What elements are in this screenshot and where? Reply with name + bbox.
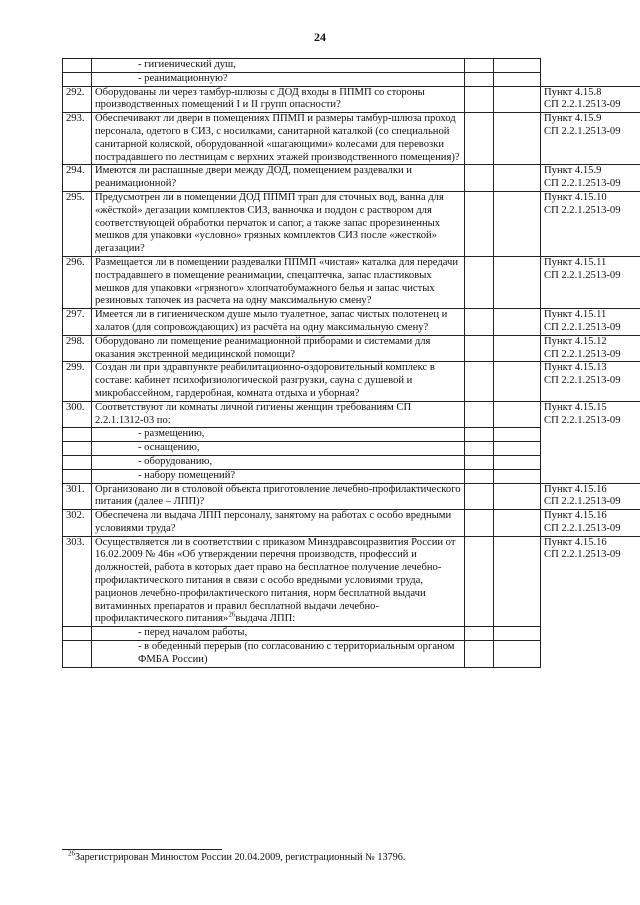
footnote <box>68 849 406 863</box>
question-text <box>92 641 465 668</box>
item-number: 303. <box>63 536 92 627</box>
answer-no-cell[interactable] <box>494 536 541 627</box>
checklist-item-row <box>63 256 640 308</box>
reference-clause: Пункт 4.15.9 <box>544 165 602 177</box>
answer-no-cell[interactable] <box>494 72 541 86</box>
checklist-item-row <box>63 536 640 627</box>
regulation-reference <box>541 455 640 469</box>
answer-yes-cell[interactable] <box>465 442 494 456</box>
answer-no-cell[interactable] <box>494 335 541 362</box>
question-text <box>92 510 465 537</box>
question-text-body: - гигиенический душ, <box>138 59 236 70</box>
regulation-reference <box>541 469 640 483</box>
checklist-table <box>62 58 640 668</box>
answer-yes-cell[interactable] <box>465 536 494 627</box>
item-number: 298. <box>63 335 92 362</box>
answer-yes-cell[interactable] <box>465 469 494 483</box>
item-number: 301. <box>63 483 92 510</box>
reference-document: СП 2.2.1.2513-09 <box>544 125 621 137</box>
answer-no-cell[interactable] <box>494 256 541 308</box>
item-number: 300. <box>63 401 92 428</box>
item-number <box>63 627 92 641</box>
question-text-body: Осуществляется ли в соответствии с приказом Минздравсоцразвития России от 16.02.2009 № 46н «Об утверждении перечня производств, профессий и должностей, работа в которых дает право на бесплатное получение лечебно-профилактического питания в связи с особо вредными условиями труда, рационов лечебно-профилактического питания, норм бесплатной выдачи витаминных препаратов и правил бесплатной выдачи лечебно-профилактического питания» <box>95 536 456 625</box>
reference-document: СП 2.2.1.2513-09 <box>544 496 621 508</box>
question-text-body: Имеются ли распашные двери между ДОД, помещением раздевалки и реанимационной? <box>95 165 412 190</box>
reference-clause: Пункт 4.15.16 <box>544 536 607 548</box>
answer-no-cell[interactable] <box>494 309 541 336</box>
regulation-reference <box>541 86 640 113</box>
regulation-reference <box>541 113 640 165</box>
question-text-body: - в обеденный перерыв (по согласованию с территориальным органом ФМБА России) <box>138 641 455 665</box>
question-text <box>92 256 465 308</box>
answer-no-cell[interactable] <box>494 428 541 442</box>
question-text <box>92 536 465 627</box>
answer-no-cell[interactable] <box>494 191 541 256</box>
item-number: 294. <box>63 165 92 192</box>
question-text <box>92 309 465 336</box>
reference-document: СП 2.2.1.2513-09 <box>544 204 621 216</box>
regulation-reference <box>541 191 640 256</box>
answer-yes-cell[interactable] <box>465 165 494 192</box>
question-text <box>92 86 465 113</box>
checklist-subitem-row <box>63 455 640 469</box>
answer-yes-cell[interactable] <box>465 335 494 362</box>
answer-no-cell[interactable] <box>494 401 541 428</box>
question-text <box>92 165 465 192</box>
answer-yes-cell[interactable] <box>465 362 494 401</box>
regulation-reference <box>541 627 640 641</box>
checklist-item-row <box>63 335 640 362</box>
regulation-reference <box>541 256 640 308</box>
question-text-body: - перед началом работы, <box>138 627 248 639</box>
checklist-subitem-row <box>63 641 640 668</box>
answer-no-cell[interactable] <box>494 627 541 641</box>
regulation-reference <box>541 641 640 668</box>
question-text-body: - набору помещений? <box>138 469 236 481</box>
answer-no-cell[interactable] <box>494 641 541 668</box>
regulation-reference <box>541 483 640 510</box>
question-text <box>92 362 465 401</box>
question-text <box>92 469 465 483</box>
question-text-body: - оборудованию, <box>138 455 213 467</box>
item-number <box>63 72 92 86</box>
item-number: 295. <box>63 191 92 256</box>
item-number <box>63 469 92 483</box>
question-text-body: - оснащению, <box>138 442 200 454</box>
reference-clause: Пункт 4.15.15 <box>544 401 607 413</box>
answer-no-cell[interactable] <box>494 59 541 73</box>
question-text-body: Соответствуют ли комнаты личной гигиены женщин требованиям СП 2.2.1.1312-03 по: <box>95 401 412 426</box>
reference-clause: Пункт 4.15.12 <box>544 335 607 347</box>
checklist-subitem-row <box>63 627 640 641</box>
checklist-item-row <box>63 401 640 428</box>
regulation-reference <box>541 165 640 192</box>
reference-clause: Пункт 4.15.16 <box>544 510 607 522</box>
checklist-item-row <box>63 483 640 510</box>
answer-yes-cell[interactable] <box>465 401 494 428</box>
checklist-subitem-row <box>63 428 640 442</box>
question-text <box>92 428 465 442</box>
regulation-reference <box>541 59 640 73</box>
answer-yes-cell[interactable] <box>465 72 494 86</box>
reference-document: СП 2.2.1.2513-09 <box>544 414 621 426</box>
checklist-item-row <box>63 362 640 401</box>
answer-no-cell[interactable] <box>494 165 541 192</box>
answer-yes-cell[interactable] <box>465 510 494 537</box>
question-text-body: Обеспечена ли выдача ЛПП персоналу, занятому на работах с особо вредными условиями труда? <box>95 510 452 534</box>
checklist-item-row <box>63 113 640 165</box>
checklist-item-row <box>63 510 640 537</box>
item-number <box>63 428 92 442</box>
reference-document: СП 2.2.1.2513-09 <box>544 269 621 281</box>
page-number: 24 <box>314 30 326 44</box>
question-text <box>92 335 465 362</box>
answer-no-cell[interactable] <box>494 510 541 537</box>
question-text <box>92 455 465 469</box>
answer-no-cell[interactable] <box>494 469 541 483</box>
question-text <box>92 401 465 428</box>
reference-document: СП 2.2.1.2513-09 <box>544 549 621 561</box>
question-text <box>92 627 465 641</box>
question-text-body: Имеется ли в гигиеническом душе мыло туалетное, запас чистых полотенец и халатов (для сопровождающих) из расчёта на одну максимальную смену? <box>95 309 448 333</box>
question-text <box>92 191 465 256</box>
item-number: 293. <box>63 113 92 165</box>
regulation-reference <box>541 510 640 537</box>
checklist-item-row <box>63 86 640 113</box>
reference-document: СП 2.2.1.2513-09 <box>544 99 621 111</box>
reference-document: СП 2.2.1.2513-09 <box>544 321 621 333</box>
footnote-reference: 26 <box>228 610 236 619</box>
checklist-subitem-row <box>63 72 640 86</box>
regulation-reference <box>541 309 640 336</box>
question-text-body: - реанимационную? <box>138 72 228 84</box>
reference-clause: Пункт 4.15.11 <box>544 256 607 268</box>
question-text <box>92 483 465 510</box>
answer-no-cell[interactable] <box>494 362 541 401</box>
answer-yes-cell[interactable] <box>465 627 494 641</box>
regulation-reference <box>541 362 640 401</box>
reference-clause: Пункт 4.15.11 <box>544 309 607 321</box>
answer-yes-cell[interactable] <box>465 256 494 308</box>
question-text-body: Размещается ли в помещении раздевалки ППМП «чистая» каталка для передачи пострадавшего в помещение реанимации, спецаптечка, запас пластиковых мешков для упаковки «грязного» хлопчатобумажного белья и запас чистых резиновых тапочек из расчета на одну максимальную смену? <box>95 256 458 307</box>
item-number: 296. <box>63 256 92 308</box>
checklist-subitem-row <box>63 442 640 456</box>
item-number <box>63 641 92 668</box>
checklist-item-row <box>63 165 640 192</box>
item-number: 297. <box>63 309 92 336</box>
answer-yes-cell[interactable] <box>465 113 494 165</box>
checklist-subitem-row <box>63 59 640 73</box>
item-number <box>63 455 92 469</box>
footnote-text: Зарегистрирован Минюстом России 20.04.2009, регистрационный № 13796. <box>75 852 406 863</box>
question-text <box>92 113 465 165</box>
reference-clause: Пункт 4.15.9 <box>544 113 602 125</box>
answer-no-cell[interactable] <box>494 442 541 456</box>
answer-yes-cell[interactable] <box>465 641 494 668</box>
reference-clause: Пункт 4.15.8 <box>544 86 602 98</box>
reference-clause: Пункт 4.15.16 <box>544 483 607 495</box>
answer-yes-cell[interactable] <box>465 483 494 510</box>
answer-yes-cell[interactable] <box>465 455 494 469</box>
item-number: 292. <box>63 86 92 113</box>
answer-no-cell[interactable] <box>494 113 541 165</box>
item-number <box>63 442 92 456</box>
regulation-reference <box>541 428 640 442</box>
reference-document: СП 2.2.1.2513-09 <box>544 178 621 190</box>
question-text-body: Организовано ли в столовой объекта приготовление лечебно-профилактического питания (далее – ЛПП)? <box>95 483 461 508</box>
footnote-divider <box>62 849 222 850</box>
regulation-reference <box>541 442 640 456</box>
reference-document: СП 2.2.1.2513-09 <box>544 375 621 387</box>
question-text <box>92 72 465 86</box>
reference-clause: Пункт 4.15.10 <box>544 191 607 203</box>
answer-yes-cell[interactable] <box>465 309 494 336</box>
question-text-body: Создан ли при здравпункте реабилитационно-оздоровительный комплекс в составе: кабинет психофизиологической разгрузки, сауна с душевой и микробассейном, гардеробная, комната отдыха и уборная? <box>95 362 435 399</box>
answer-no-cell[interactable] <box>494 483 541 510</box>
question-text-body: Обеспечивают ли двери в помещениях ППМП и размеры тамбур-шлюза проход персонала, одетого в СИЗ, с носилками, санитарной каталкой (со специальной санитарной коляской, оборудованной «шагающими» колесами для перевозки пострадавшего по лестницам с верхних этажей производственного помещения)? <box>95 113 460 163</box>
checklist-item-row <box>63 191 640 256</box>
question-text-body: Оборудованы ли через тамбур-шлюзы с ДОД входы в ППМП со стороны производственных помещений I и II групп опасности? <box>95 86 425 111</box>
answer-yes-cell[interactable] <box>465 86 494 113</box>
answer-yes-cell[interactable] <box>465 59 494 73</box>
reference-document: СП 2.2.1.2513-09 <box>544 522 621 534</box>
regulation-reference <box>541 335 640 362</box>
regulation-reference <box>541 536 640 627</box>
regulation-reference <box>541 72 640 86</box>
item-number: 299. <box>63 362 92 401</box>
question-text-tail: выдача ЛПП: <box>235 613 296 625</box>
item-number <box>63 59 92 73</box>
item-number: 302. <box>63 510 92 537</box>
footnote-mark: 26 <box>68 849 75 858</box>
reference-clause: Пункт 4.15.13 <box>544 362 607 374</box>
answer-yes-cell[interactable] <box>465 428 494 442</box>
question-text <box>92 442 465 456</box>
question-text-body: - размещению, <box>138 428 205 440</box>
question-text <box>92 59 465 73</box>
answer-no-cell[interactable] <box>494 455 541 469</box>
question-text-body: Предусмотрен ли в помещении ДОД ППМП трап для сточных вод, ванна для «жёсткой» дегазации комплектов СИЗ, ванночка и поддон с раствором для соответствующей обработки перчаток и сапог, а также запас прорезиненных мешков для упаковки «условно» грязных комплектов СИЗ после «жесткой» дегазации? <box>95 191 444 255</box>
regulation-reference <box>541 401 640 428</box>
reference-document: СП 2.2.1.2513-09 <box>544 348 621 360</box>
checklist-subitem-row <box>63 469 640 483</box>
answer-yes-cell[interactable] <box>465 191 494 256</box>
answer-no-cell[interactable] <box>494 86 541 113</box>
checklist-item-row <box>63 309 640 336</box>
question-text-body: Оборудовано ли помещение реанимационной приборами и системами для оказания экстренной медицинской помощи? <box>95 335 431 360</box>
